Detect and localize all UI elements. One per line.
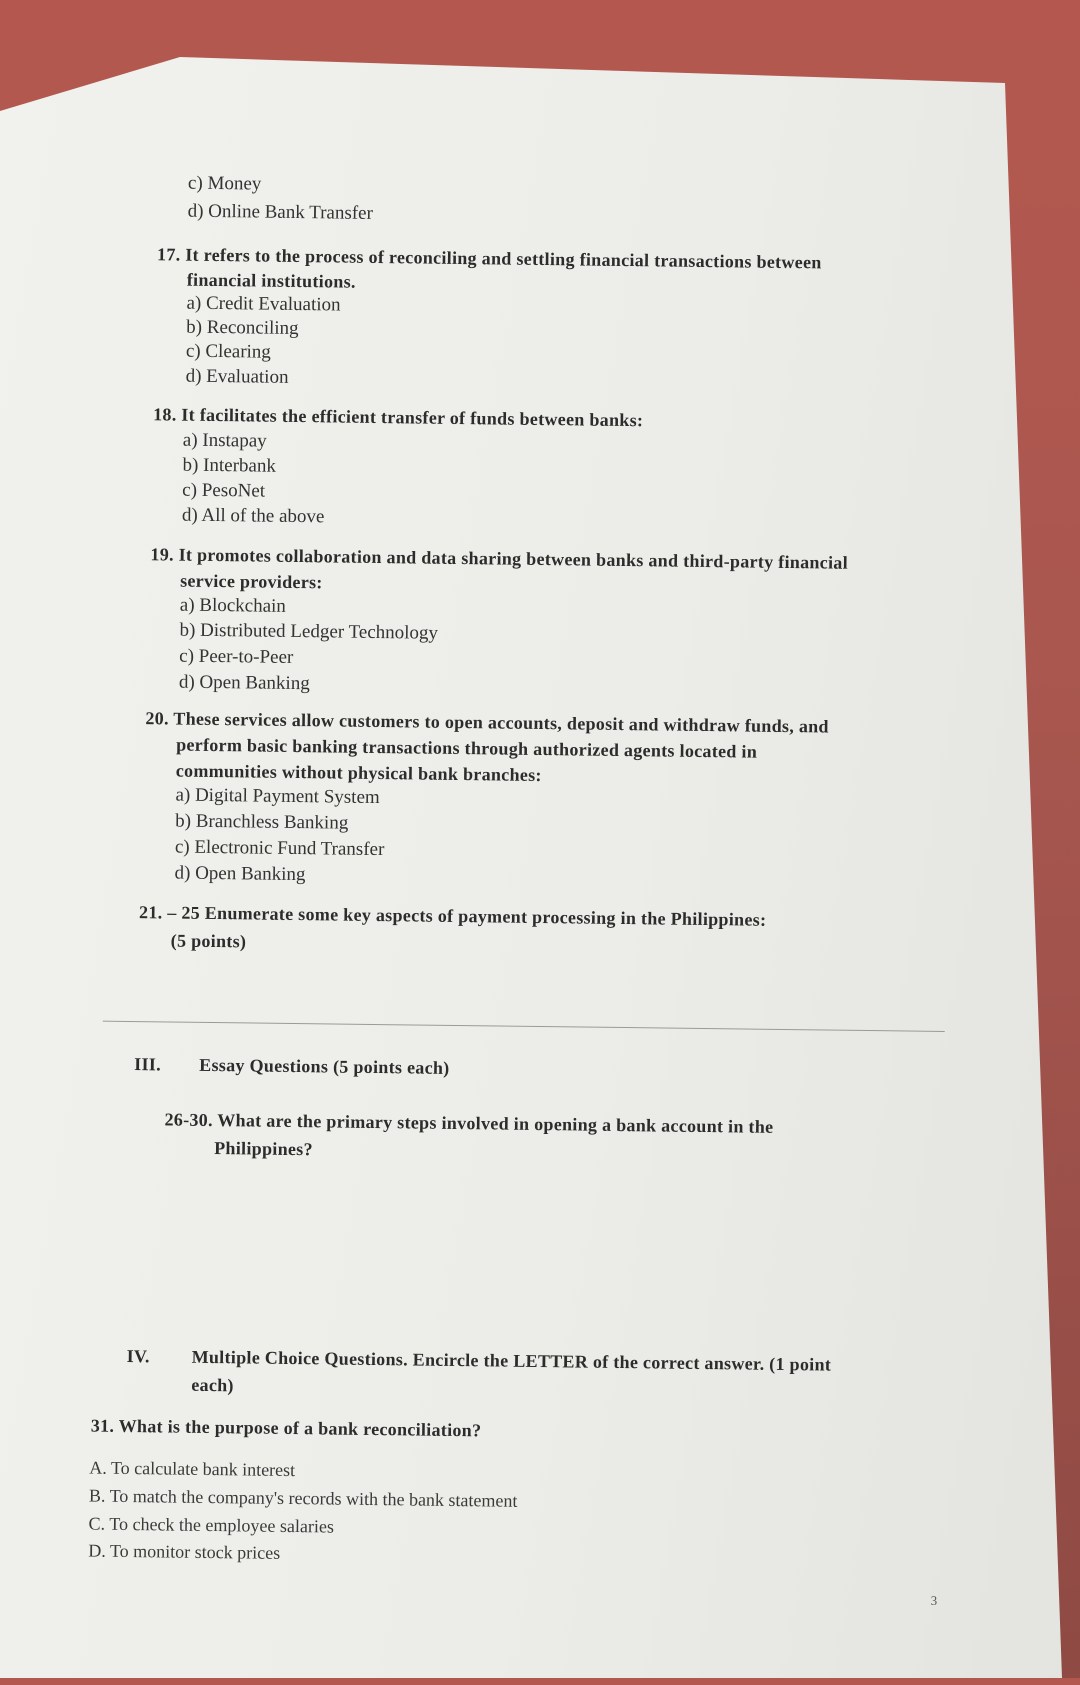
section-4-title-line2: each) <box>191 1374 234 1396</box>
q16-option-d: d) Online Bank Transfer <box>187 200 374 224</box>
q17-option-a: a) Credit Evaluation <box>186 292 341 316</box>
q19-option-b: b) Distributed Ledger Technology <box>179 619 439 644</box>
q20-option-d: d) Open Banking <box>174 862 306 886</box>
q20-text-line2: perform basic banking transactions through authorized agents located in <box>176 734 758 762</box>
q26-text-line1: 26-30. What are the primary steps involved in opening a bank account in the <box>164 1109 774 1137</box>
q19-option-d: d) Open Banking <box>178 671 310 695</box>
q19-text-line2: service providers: <box>180 570 323 593</box>
q16-option-c: c) Money <box>187 172 262 195</box>
q18-text: 18. It facilitates the efficient transfer of funds between banks: <box>153 404 644 431</box>
section-4-title-line1: Multiple Choice Questions. Encircle the LETTER of the correct answer. (1 point <box>191 1346 832 1375</box>
q20-option-c: c) Electronic Fund Transfer <box>174 836 385 861</box>
q17-text-line1: 17. It refers to the process of reconciling and settling financial transactions between <box>157 244 822 273</box>
q18-option-a: a) Instapay <box>182 429 267 452</box>
q17-option-c: c) Clearing <box>185 340 272 363</box>
q17-text-line2: financial institutions. <box>186 269 356 292</box>
q18-option-d: d) All of the above <box>181 504 325 528</box>
q21-points: (5 points) <box>170 930 247 952</box>
q17-option-d: d) Evaluation <box>185 365 289 388</box>
section-3-numeral: III. <box>134 1054 162 1075</box>
q20-text-line3: communities without physical bank branches: <box>175 760 542 786</box>
q20-text-line1: 20. These services allow customers to open accounts, deposit and withdraw funds, and <box>145 708 829 737</box>
q17-option-b: b) Reconciling <box>186 316 299 340</box>
section-4-numeral: IV. <box>126 1345 150 1367</box>
q19-option-c: c) Peer-to-Peer <box>179 645 294 668</box>
q31-option-d: D. To monitor stock prices <box>88 1540 281 1563</box>
q26-text-line2: Philippines? <box>214 1138 313 1160</box>
q21-text: 21. – 25 Enumerate some key aspects of payment processing in the Philippines: <box>138 902 767 930</box>
q19-text-line1: 19. It promotes collaboration and data sharing between banks and third-party financial <box>150 544 849 573</box>
q18-option-c: c) PesoNet <box>182 479 266 502</box>
section-3-title: Essay Questions (5 points each) <box>199 1054 450 1078</box>
q31-text: 31. What is the purpose of a bank reconciliation? <box>90 1415 482 1441</box>
answer-line <box>103 1021 945 1032</box>
page-number: 3 <box>930 1592 938 1608</box>
q18-option-b: b) Interbank <box>182 454 277 477</box>
q19-option-a: a) Blockchain <box>179 594 287 617</box>
q31-option-b: B. To match the company's records with the bank statement <box>88 1485 518 1511</box>
q20-option-b: b) Branchless Banking <box>175 810 349 834</box>
q31-option-c: C. To check the employee salaries <box>88 1513 335 1537</box>
q31-option-a: A. To calculate bank interest <box>89 1457 296 1481</box>
q20-option-a: a) Digital Payment System <box>175 784 380 809</box>
